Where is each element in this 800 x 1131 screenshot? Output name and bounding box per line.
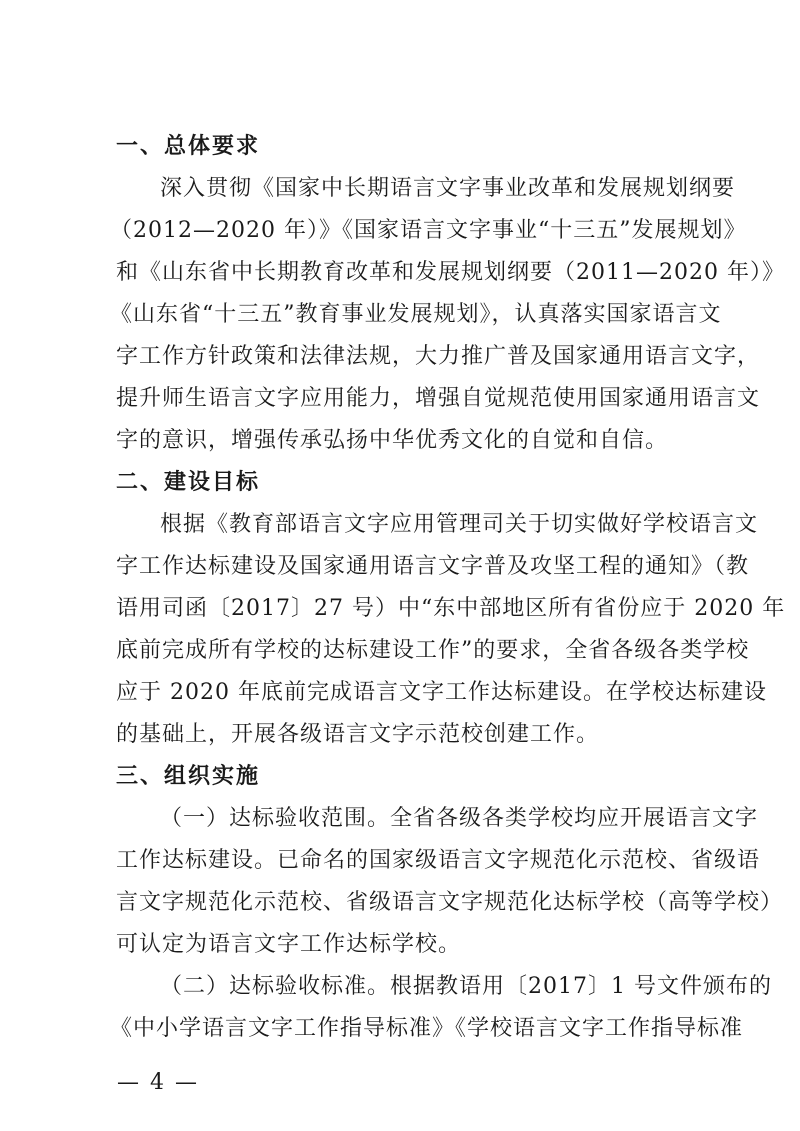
paragraph-line: 和《山东省中长期教育改革和发展规划纲要（2011—2020 年）》 [116,260,785,285]
paragraph-line: 的基础上，开展各级语言文字示范校创建工作。 [116,722,600,747]
paragraph-line: 字的意识，增强传承弘扬中华优秀文化的自觉和自信。 [116,428,669,453]
paragraph-line: （二）达标验收标准。根据教语用〔2017〕1 号文件颁布的 [160,974,772,999]
paragraph-line: （2012—2020 年）》《国家语言文字事业“十三五”发展规划》 [110,218,747,243]
section-heading-construction-goals: 二、建设目标 [116,470,261,495]
paragraph-line: 《中小学语言文字工作指导标准》《学校语言文字工作指导标准 [110,1016,744,1041]
paragraph-line: 字工作方针政策和法律法规，大力推广普及国家通用语言文字， [116,344,761,369]
section-heading-general-requirements: 一、总体要求 [116,134,261,159]
paragraph-line: 深入贯彻《国家中长期语言文字事业改革和发展规划纲要 [160,176,736,201]
paragraph-line: 工作达标建设。已命名的国家级语言文字规范化示范校、省级语 [116,848,761,873]
paragraph-line: 应于 2020 年底前完成语言文字工作达标建设。在学校达标建设 [116,680,767,705]
paragraph-line: 语用司函〔2017〕27 号）中“东中部地区所有省份应于 2020 年 [116,596,786,621]
page-number: — 4 — [117,1070,199,1095]
paragraph-line: 可认定为语言文字工作达标学校。 [116,932,462,957]
section-heading-organization: 三、组织实施 [116,764,261,789]
paragraph-line: 根据《教育部语言文字应用管理司关于切实做好学校语言文 [160,512,759,537]
paragraph-line: 提升师生语言文字应用能力，增强自觉规范使用国家通用语言文 [116,386,761,411]
paragraph-line: （一）达标验收范围。全省各级各类学校均应开展语言文字 [160,806,759,831]
paragraph-line: 言文字规范化示范校、省级语言文字规范化达标学校（高等学校） [116,890,784,915]
paragraph-line: 字工作达标建设及国家通用语言文字普及攻坚工程的通知》（教 [116,554,750,579]
paragraph-line: 《山东省“十三五”教育事业发展规划》，认真落实国家语言文 [110,302,722,327]
paragraph-line: 底前完成所有学校的达标建设工作”的要求，全省各级各类学校 [116,638,750,663]
